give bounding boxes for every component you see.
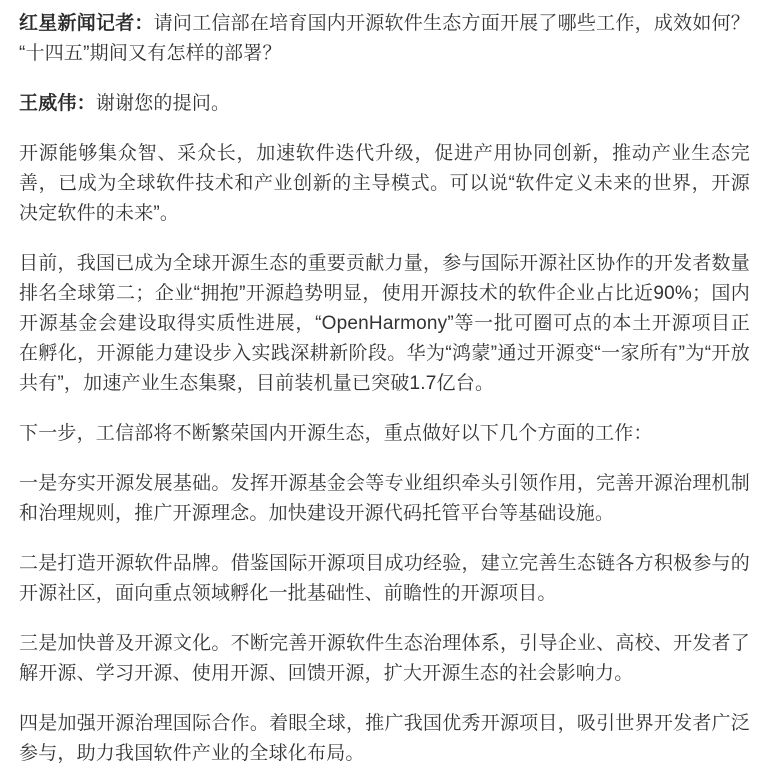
answer-paragraph-point-4 [19,709,750,769]
spokesperson-name: 王威伟： [19,93,96,114]
reporter-name: 红星新闻记者： [19,13,154,34]
paragraph-text: 二是打造开源软件品牌。借鉴国际开源项目成功经验，建立完善生态链各方积极参与的开源社区，面向重点领域孵化一批基础性、前瞻性的开源项目。 [19,553,750,604]
answer-paragraph-point-1 [19,469,750,529]
answer-paragraph-next-steps-intro [19,419,750,449]
paragraph-text: 请问工信部在培育国内开源软件生态方面开展了哪些工作，成效如何？“十四五”期间又有怎样的部署？ [19,13,751,64]
answer-paragraph-point-3 [19,629,750,689]
answer-paragraph-point-2 [19,549,750,609]
paragraph-text: 三是加快普及开源文化。不断完善开源软件生态治理体系，引导企业、高校、开发者了解开源、学习开源、使用开源、回馈开源，扩大开源生态的社会影响力。 [19,633,750,684]
paragraph-text: 目前，我国已成为全球开源生态的重要贡献力量，参与国际开源社区协作的开发者数量排名全球第二；企业“拥抱”开源趋势明显，使用开源技术的软件企业占比近90%；国内开源基金会建设取得实质性进展，“OpenHarmony”等一批可圈可点的本土开源项目正在孵化，开源能力建设步入实践深耕新阶段。华为“鸿蒙”通过开源变“一家所有”为“开放共有”，加速产业生态集聚，目前装机量已突破1.7亿台。 [19,253,750,394]
answer-paragraph-overview [19,139,750,229]
paragraph-text: 四是加强开源治理国际合作。着眼全球，推广我国优秀开源项目，吸引世界开发者广泛参与，助力我国软件产业的全球化布局。 [19,713,750,764]
paragraph-text: 谢谢您的提问。 [95,93,231,114]
answer-paragraph-achievements [19,249,750,399]
paragraph-text: 开源能够集众智、采众长，加速软件迭代升级，促进产用协同创新，推动产业生态完善，已成为全球软件技术和产业创新的主导模式。可以说“软件定义未来的世界，开源决定软件的未来”。 [19,143,750,224]
question-paragraph [19,9,750,69]
paragraph-text: 下一步，工信部将不断繁荣国内开源生态，重点做好以下几个方面的工作： [19,423,653,444]
paragraph-text: 一是夯实开源发展基础。发挥开源基金会等专业组织牵头引领作用，完善开源治理机制和治理规则，推广开源理念。加快建设开源代码托管平台等基础设施。 [19,473,750,524]
answer-greeting-paragraph [19,89,750,119]
